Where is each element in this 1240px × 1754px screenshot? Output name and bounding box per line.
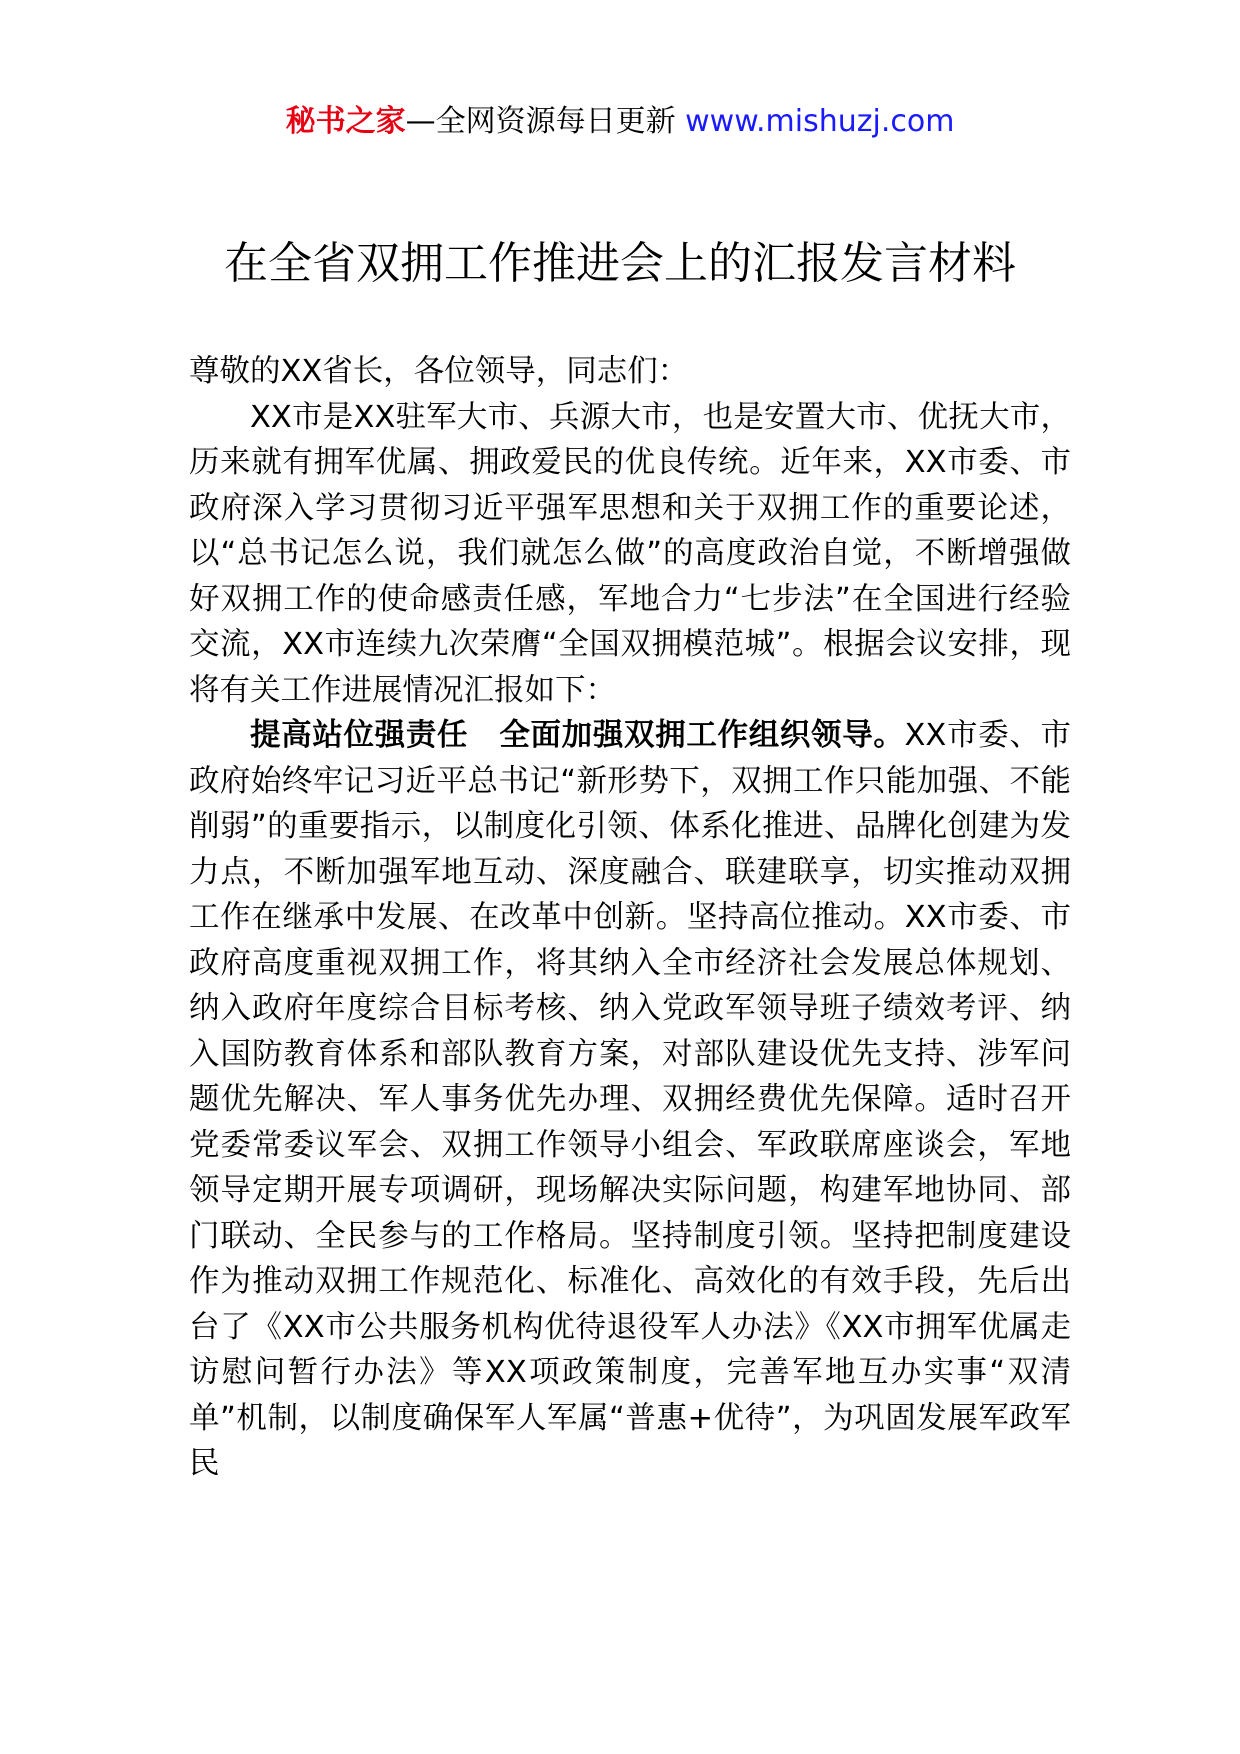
section-heading: 提高站位强责任 全面加强双拥工作组织领导。 [250,718,905,753]
header-slogan: —全网资源每日更新 [405,104,686,139]
body-paragraph: XX市是XX驻军大市、兵源大市，也是安置大市、优抚大市，历来就有拥军优属、拥政爱民的优良传统。近年来，XX市委、市政府深入学习贯彻习近平强军思想和关于双拥工作的重要论述，以“总书记怎么说，我们就怎么做”的高度政治自觉，不断增强做好双拥工作的使命感责任感，军地合力“七步法”在全国进行经验交流，XX市连续九次荣膺“全国双拥模范城”。根据会议安排，现将有关工作进展情况汇报如下： [189,399,1071,708]
document-body [189,349,1071,1487]
brand-name: 秘书之家 [285,104,406,139]
section-body: XX市委、市政府始终牢记习近平总书记“新形势下，双拥工作只能加强、不能削弱”的重要指示，以制度化引领、体系化推进、品牌化创建为发力点，不断加强军地互动、深度融合、联建联享，切实推动双拥工作在继承中发展、在改革中创新。坚持高位推动。XX市委、市政府高度重视双拥工作，将其纳入全市经济社会发展总体规划、纳入政府年度综合目标考核、纳入党政军领导班子绩效考评、纳入国防教育体系和部队教育方案，对部队建设优先支持、涉军问题优先解决、军人事务优先办理、双拥经费优先保障。适时召开党委常委议军会、双拥工作领导小组会、军政联席座谈会，军地领导定期开展专项调研，现场解决实际问题，构建军地协同、部门联动、全民参与的工作格局。坚持制度引领。坚持把制度建设作为推动双拥工作规范化、标准化、高效化的有效手段，先后出台了《XX市公共服务机构优待退役军人办法》《XX市拥军优属走访慰问暂行办法》等XX项政策制度，完善军地互办实事“双清单”机制，以制度确保军人军属“普惠+优待”，为巩固发展军政军民 [189,718,1071,1481]
section-paragraph [189,713,1071,1487]
document-title: 在全省双拥工作推进会上的汇报发言材料 [224,238,1016,289]
site-url-link[interactable]: www.mishuzj.com [685,104,955,139]
salutation: 尊敬的XX省长，各位领导，同志们： [189,354,689,389]
site-header [0,100,1240,144]
